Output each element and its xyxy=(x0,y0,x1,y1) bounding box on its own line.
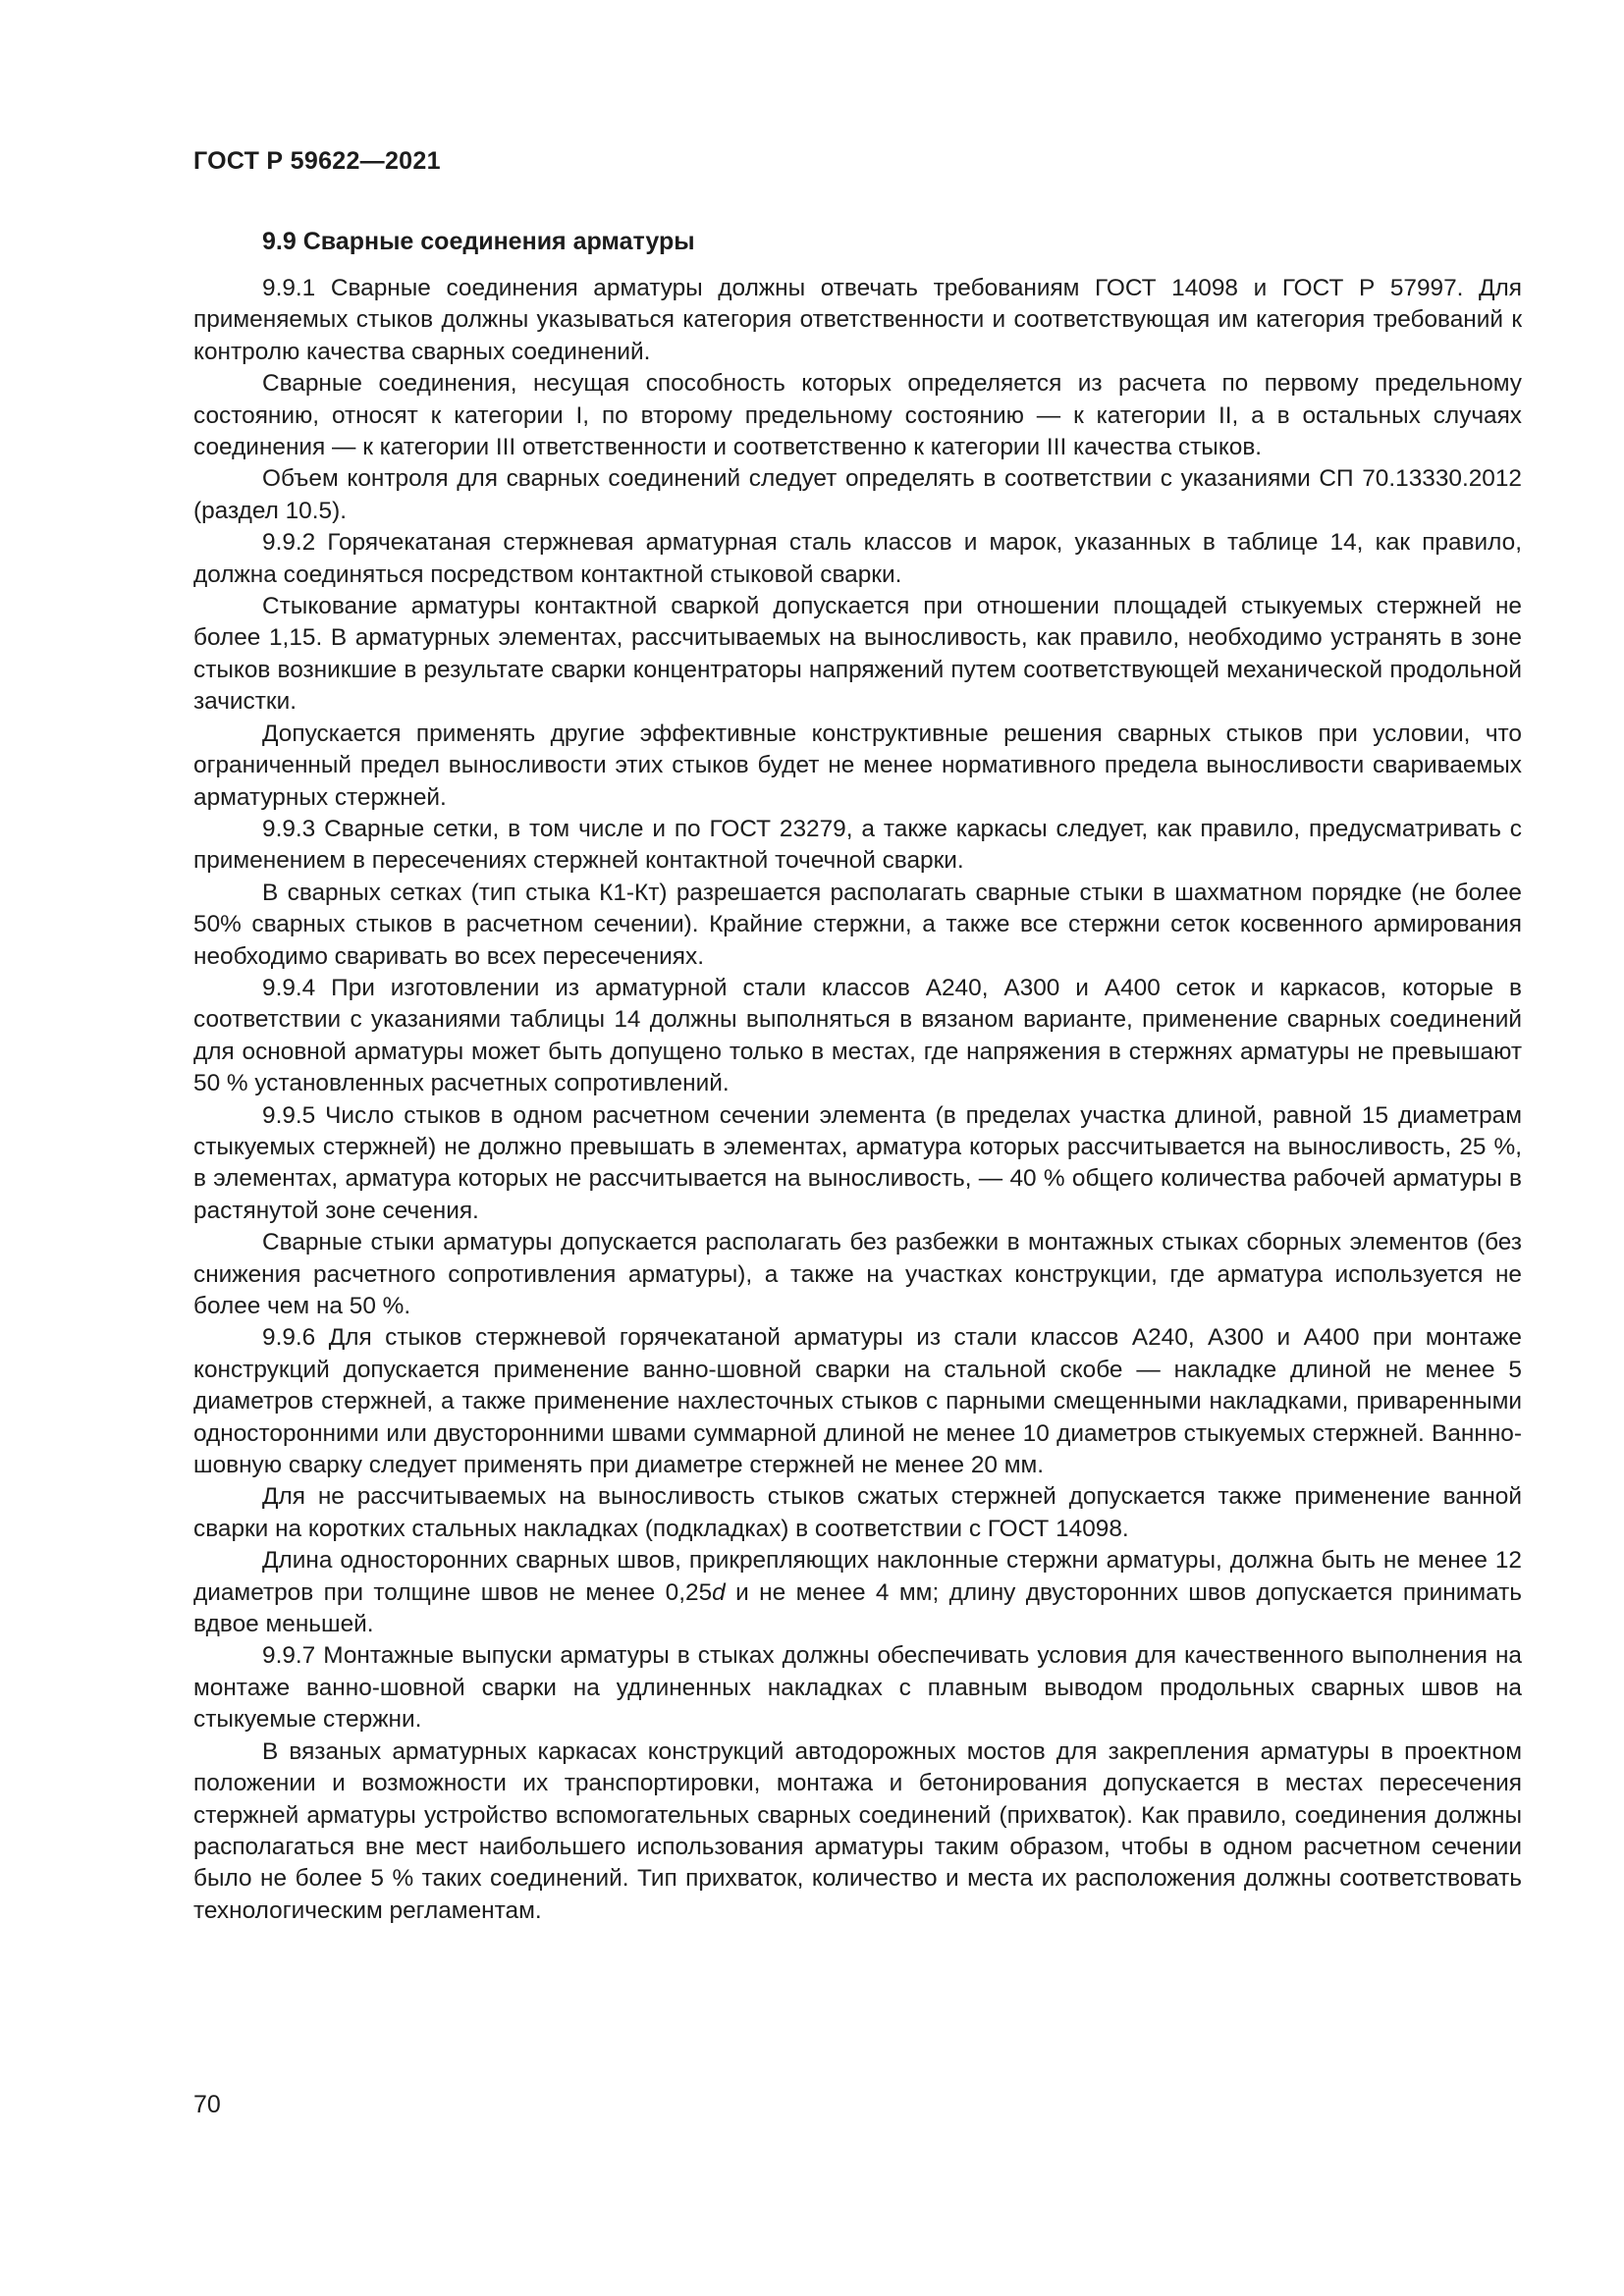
paragraph: 9.9.4 При изготовлении из арматурной стали классов А240, А300 и А400 сеток и каркасов, которые в соответствии с указаниями таблицы 14 должны выполняться в вязаном варианте, применение сварных соединений для основной арматуры может быть допущено только в местах, где напряжения в стержнях арматуры не превышают 50 % установленных расчетных сопротивлений. xyxy=(193,974,1522,1097)
paragraph: Сварные соединения, несущая способность которых определяется из расчета по первому предельному состоянию, относят к категории I, по второму предельному состоянию — к категории II, а в остальных случаях соединения — к категории III ответственности и соответственно к категории III качества стыков. xyxy=(193,370,1522,461)
paragraph: 9.9.3 Сварные сетки, в том числе и по ГОСТ 23279, а также каркасы следует, как правило, предусматривать с применением в пересечениях стержней контактной точечной сварки. xyxy=(193,815,1522,875)
paragraph: Стыкование арматуры контактной сваркой допускается при отношении площадей стыкуемых стержней не более 1,15. В арматурных элементах, рассчитываемых на выносливость, как правило, необходимо устранять в зоне стыков возникшие в результате сварки концентраторы напряжений путем соответствующей механической продольной зачистки. xyxy=(193,593,1522,716)
paragraph: 9.9.2 Горячекатаная стержневая арматурная сталь классов и марок, указанных в таблице 14, как правило, должна соединяться посредством контактной стыковой сварки. xyxy=(193,529,1522,588)
paragraph: В сварных сетках (тип стыка К1-Кт) разрешается располагать сварные стыки в шахматном порядке (не более 50% сварных стыков в расчетном сечении). Крайние стержни, а также все стержни сеток косвенного армирования необходимо сваривать во всех пересечениях. xyxy=(193,879,1522,970)
page-number: 70 xyxy=(193,2091,221,2118)
paragraph-text: и не менее 4 мм; длину двусторонних швов допускается принимать вдвое меньшей. xyxy=(193,1578,1523,1638)
paragraph: 9.9.1 Сварные соединения арматуры должны отвечать требованиям ГОСТ 14098 и ГОСТ Р 57997. Для применяемых стыков должны указываться категория ответственности и соответствующая им категория требований к контролю качества сварных соединений. xyxy=(193,275,1522,365)
paragraph: Для не рассчитываемых на выносливость стыков сжатых стержней допускается также применение ванной сварки на коротких стальных накладках (подкладках) в соответствии с ГОСТ 14098. xyxy=(193,1483,1522,1542)
paragraph: В вязаных арматурных каркасах конструкций автодорожных мостов для закрепления арматуры в проектном положении и возможности их транспортировки, монтажа и бетонирования допускается в местах пересечения стержней арматуры устройство вспомогательных сварных соединений (прихваток). Как правило, соединения должны располагаться вне мест наибольшего использования арматуры таким образом, чтобы в одном расчетном сечении было не более 5 % таких соединений. Тип прихваток, количество и места их расположения должны соответствовать технологическим регламентам. xyxy=(193,1737,1522,1924)
section-title: 9.9 Сварные соединения арматуры xyxy=(262,228,695,255)
section-body xyxy=(193,226,1522,1927)
paragraph: 9.9.7 Монтажные выпуски арматуры в стыках должны обеспечивать условия для качественного выполнения на монтаже ванно-шовной сварки на удлиненных накладках с плавным выводом продольных сварных швов на стыкуемые стержни. xyxy=(193,1642,1522,1734)
paragraph-weld-length xyxy=(193,1545,1522,1640)
paragraph-text: Длина односторонних сварных швов, прикрепляющих наклонные стержни арматуры, должна быть не менее 12 диаметров при толщине швов не менее 0,25 xyxy=(193,1547,1522,1606)
paragraph: Допускается применять другие эффективные конструктивные решения сварных стыков при условии, что ограниченный предел выносливости этих стыков будет не менее нормативного предела выносливости свариваемых арматурных стержней. xyxy=(193,720,1522,811)
paragraph: 9.9.5 Число стыков в одном расчетном сечении элемента (в пределах участка длиной, равной 15 диаметрам стыкуемых стержней) не должно превышать в элементах, арматура которых рассчитывается на выносливость, 25 %, в элементах, арматура которых не рассчитывается на выносливость, — 40 % общего количества рабочей арматуры в растянутой зоне сечения. xyxy=(193,1101,1522,1224)
paragraph: 9.9.6 Для стыков стержневой горячекатаной арматуры из стали классов А240, А300 и А400 при монтаже конструкций допускается применение ванно-шовной сварки на стальной скобе — накладке длиной не менее 5 диаметров стержней, а также применение нахлесточных стыков с парными смещенными накладками, приваренными односторонними или двусторонними швами суммарной длиной не менее 10 диаметров стыкуемых стержней. Ваннно-шовную сварку следует применять при диаметре стержней не менее 20 мм. xyxy=(193,1324,1522,1479)
paragraph: Сварные стыки арматуры допускается располагать без разбежки в монтажных стыках сборных элементов (без снижения расчетного сопротивления арматуры), а также на участках конструкции, где арматура используется не более чем на 50 %. xyxy=(193,1229,1522,1319)
italic-symbol-d: d xyxy=(712,1578,726,1606)
paragraph: Объем контроля для сварных соединений следует определять в соответствии с указаниями СП 70.13330.2012 (раздел 10.5). xyxy=(193,465,1522,524)
document-header: ГОСТ Р 59622—2021 xyxy=(193,147,441,175)
